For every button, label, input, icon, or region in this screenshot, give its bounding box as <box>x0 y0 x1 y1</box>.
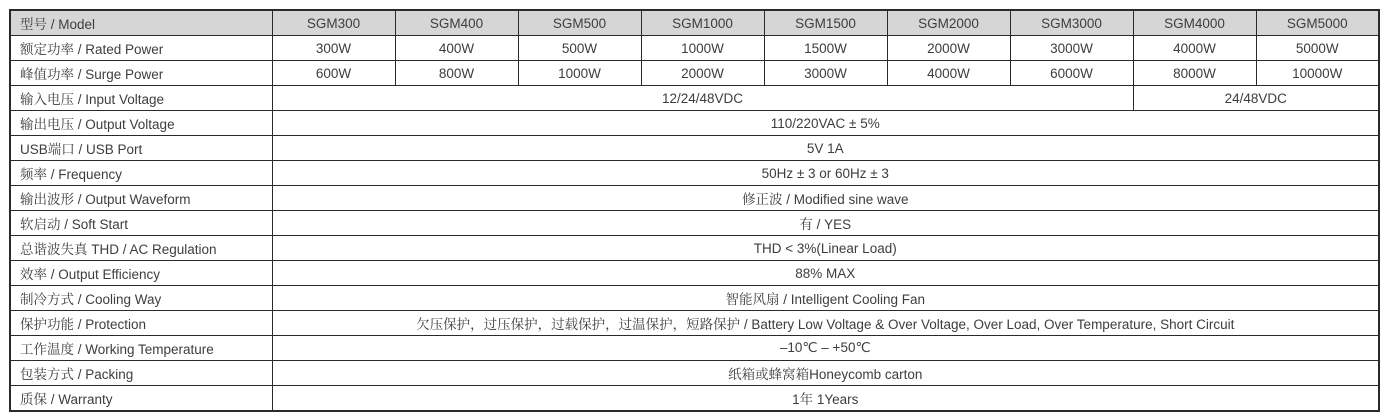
row-label: 峰值功率 / Surge Power <box>10 61 272 86</box>
spec-value: 1000W <box>641 36 764 61</box>
spec-value: 110/220VAC ± 5% <box>272 111 1379 136</box>
spec-value: 3000W <box>764 61 887 86</box>
spec-row-thd <box>10 236 1379 261</box>
spec-value: 500W <box>518 36 641 61</box>
spec-value: 4000W <box>1133 36 1256 61</box>
spec-value: 纸箱或蜂窝箱Honeycomb carton <box>272 361 1379 386</box>
header-row <box>10 10 1379 36</box>
spec-value: 24/48VDC <box>1133 86 1379 111</box>
spec-row-efficiency <box>10 261 1379 286</box>
spec-value: THD < 3%(Linear Load) <box>272 236 1379 261</box>
model-header: SGM1000 <box>641 10 764 36</box>
model-header: SGM2000 <box>887 10 1010 36</box>
spec-value: 1年 1Years <box>272 386 1379 412</box>
row-label: 频率 / Frequency <box>10 161 272 186</box>
spec-value: 3000W <box>1010 36 1133 61</box>
spec-row-working-temp <box>10 336 1379 361</box>
spec-row-soft-start <box>10 211 1379 236</box>
spec-value: 2000W <box>641 61 764 86</box>
spec-value: 12/24/48VDC <box>272 86 1133 111</box>
row-label: 效率 / Output Efficiency <box>10 261 272 286</box>
row-label: 保护功能 / Protection <box>10 311 272 336</box>
row-label: 额定功率 / Rated Power <box>10 36 272 61</box>
row-label: 输出波形 / Output Waveform <box>10 186 272 211</box>
spec-value: 88% MAX <box>272 261 1379 286</box>
spec-row-usb-port <box>10 136 1379 161</box>
row-label: 制冷方式 / Cooling Way <box>10 286 272 311</box>
row-label: USB端口 / USB Port <box>10 136 272 161</box>
spec-value: 智能风扇 / Intelligent Cooling Fan <box>272 286 1379 311</box>
spec-value: 有 / YES <box>272 211 1379 236</box>
spec-value: –10℃ – +50℃ <box>272 336 1379 361</box>
spec-row-protection <box>10 311 1379 336</box>
spec-value: 8000W <box>1133 61 1256 86</box>
row-label: 工作温度 / Working Temperature <box>10 336 272 361</box>
spec-value: 400W <box>395 36 518 61</box>
spec-value: 欠压保护，过压保护，过载保护，过温保护，短路保护 / Battery Low Voltage & Over Voltage, Over Load, Over Temperature, Short Circuit <box>272 311 1379 336</box>
row-label: 软启动 / Soft Start <box>10 211 272 236</box>
spec-row-frequency <box>10 161 1379 186</box>
row-label: 输出电压 / Output Voltage <box>10 111 272 136</box>
header-row-label: 型号 / Model <box>10 10 272 36</box>
spec-value: 600W <box>272 61 395 86</box>
spec-value: 4000W <box>887 61 1010 86</box>
spec-value: 6000W <box>1010 61 1133 86</box>
spec-value: 5V 1A <box>272 136 1379 161</box>
spec-value: 800W <box>395 61 518 86</box>
spec-row-warranty <box>10 386 1379 412</box>
row-label: 输入电压 / Input Voltage <box>10 86 272 111</box>
spec-table <box>9 9 1380 412</box>
model-header: SGM4000 <box>1133 10 1256 36</box>
model-header: SGM3000 <box>1010 10 1133 36</box>
spec-row-packing <box>10 361 1379 386</box>
spec-row-cooling <box>10 286 1379 311</box>
spec-row-output-voltage <box>10 111 1379 136</box>
spec-value: 1000W <box>518 61 641 86</box>
spec-value: 300W <box>272 36 395 61</box>
spec-value: 2000W <box>887 36 1010 61</box>
spec-value: 50Hz ± 3 or 60Hz ± 3 <box>272 161 1379 186</box>
row-label: 质保 / Warranty <box>10 386 272 412</box>
row-label: 包装方式 / Packing <box>10 361 272 386</box>
spec-value: 修正波 / Modified sine wave <box>272 186 1379 211</box>
model-header: SGM400 <box>395 10 518 36</box>
model-header: SGM5000 <box>1256 10 1379 36</box>
spec-row-surge-power <box>10 61 1379 86</box>
spec-value: 10000W <box>1256 61 1379 86</box>
spec-value: 5000W <box>1256 36 1379 61</box>
spec-value: 1500W <box>764 36 887 61</box>
row-label: 总谐波失真 THD / AC Regulation <box>10 236 272 261</box>
spec-row-output-waveform <box>10 186 1379 211</box>
spec-row-input-voltage <box>10 86 1379 111</box>
model-header: SGM1500 <box>764 10 887 36</box>
spec-row-rated-power <box>10 36 1379 61</box>
model-header: SGM500 <box>518 10 641 36</box>
model-header: SGM300 <box>272 10 395 36</box>
